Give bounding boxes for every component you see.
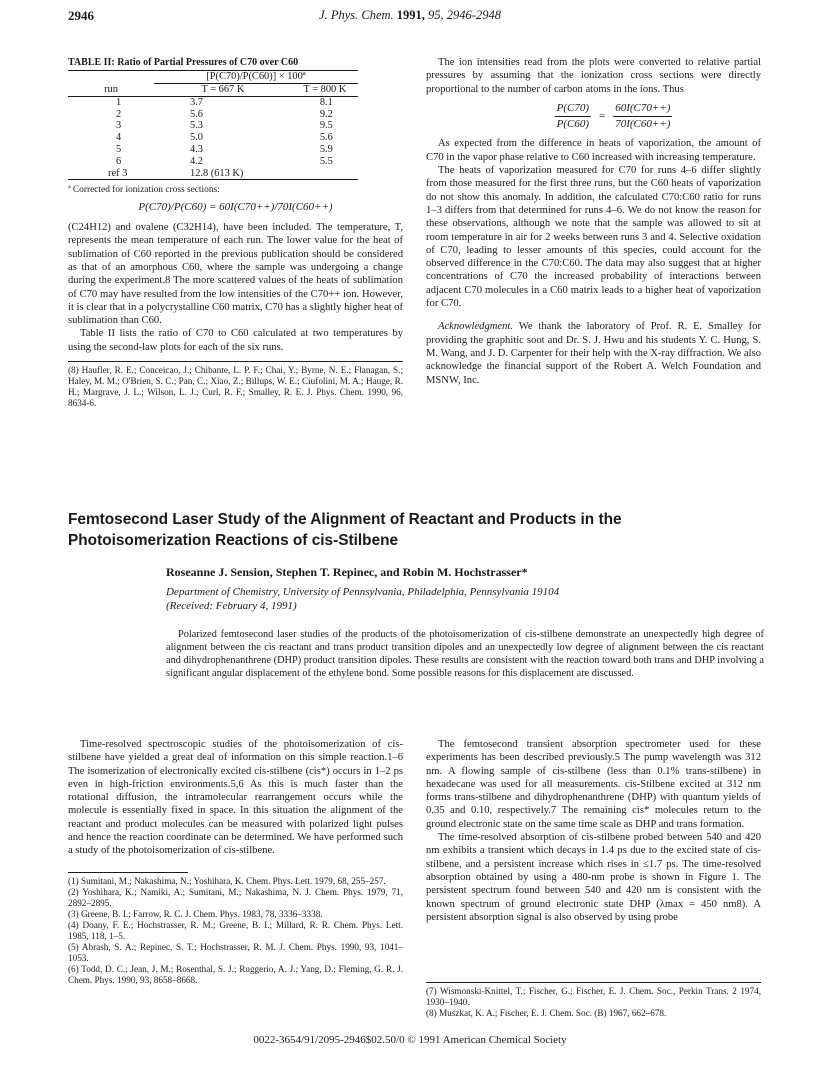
body-paragraph: The heats of vaporization measured for C70 for runs 4–6 differ slightly from those measured for the first three runs, but the C60 heats of vaporization do not show this anomaly. In addition, the calculated C70:C60 ratio for runs 1–3 differs from that determined for runs 4–6. We do not know the reason for these observations, although we note that the sample was allowed to sit at room temperature in air for 2 weeks between runs 3 and 4. Selective oxidation of C70, leading to lesser amounts of this species, could account for the observed difference in the C70:C60. The data may also suggest that at higher concentrations of C70 the increased probability of interactions between adjacent C70 molecules in a C60 matrix leads to a higher heat of vaporization for C70. [426,165,761,310]
body-paragraph: The ion intensities read from the plots were converted to relative partial pressures by assuming that the ionization cross sections were directly proportional to the number of carbon atoms in the ions. Thus [426,57,761,95]
body-paragraph: (C24H12) and ovalene (C32H14), have been included. The temperature, T, represents the mean temperature of each run. The lower value for the heat of sublimation of C60 reported in the previous publication should be considered as that of an amorphous C60, where the sample was undergoing a change during the experiment.8 The more scattered values of the heats of sublimation of C70 may have resulted from the low intensities of the C70++ ion. However, it is clear that in a polycrystalline C60 matrix, C70 has a slightly higher heat of sublimation than C60. [68,222,403,327]
ratio-table [68,70,358,180]
body-paragraph: As expected from the difference in heats of vaporization, the amount of C70 in the vapor phase relative to C60 increased with increasing temperature. [426,138,761,163]
body-paragraph: The time-resolved absorption of cis-stilbene probed between 540 and 420 nm exhibits a transient which decays in 1.4 ps due to the excited state of cis-stilbene, and a persistent increase which rises in ≤1.7 ps. The time-resolved absorption obtained by using a 480-nm probe is shown in Figure 1. The persistent spectrum found between 540 and 420 nm is consistent with the known spectrum of ground electronic state DHP (λmax = 450 nm8). A persistent absorption signal is also observed by using probe [426,832,761,923]
footnote-7: (7) Wismonski-Knittel, T.; Fischer, G.; Fischer, E. J. Chem. Soc., Perkin Trans. 2 1974, 1930–1940. [426,986,761,1007]
table-row: 4 5.0 5.6 [116,132,333,144]
footnote-8: (8) Haufler, R. E.; Conceicao, J.; Chibante, L. P. F.; Chai, Y.; Byrne, N. E.; Flanagan, S.; Haley, M. M.; O'Brien, S. C.; Pan, C.; Xiao, Z.; Billups, W. E.; Ciufolini, M. A.; Hauge, R. H.; Margrave, J. L.; Wilson, L. J.; Curl, R. F.; Smalley, R. E. J. Phys. Chem. 1990, 96, 8634-6. [68,365,403,409]
footnote-2: (2) Yoshihara, K.; Namiki, A.; Sumitani, M.; Nakashima, N. J. Chem. Phys. 1979, 71, 2892–2895. [68,886,403,908]
pressure-ratio-equation: $\frac{P(C70)}{P(C60)}$ = $\frac{60I(C70++)}{70I(C60++)}$ [556,101,671,131]
page-number: 2946 [68,8,94,23]
article-authors: Roseanne J. Sension, Stephen T. Repinec, and Robin M. Hochstrasser* [166,565,528,579]
table-row: 2 5.6 9.2 [116,108,333,120]
table-row: 3 5.3 9.5 [116,120,333,132]
table-equation: P(C70)/P(C60) = 60I(C70++)/70I(C60++) [138,200,333,213]
article-title: Femtosecond Laser Study of the Alignment of Reactant and Products in the Photoisomerization Reactions of cis-Stilbene [68,511,622,549]
footnote-5: (5) Abrash, S. A.; Repinec, S. T.; Hochstrasser, R. M. J. Chem. Phys. 1990, 93, 1041–1053. [68,941,403,963]
footnote-3: (3) Greene, B. I.; Farrow, R. C. J. Chem. Phys. 1983, 78, 3336–3338. [68,908,323,919]
table-span-header: [P(C70)/P(C60)] × 100ª [154,71,358,84]
footnote-8-ref: (8) Muszkat, K. A.; Fischer, E. J. Chem. Soc. (B) 1967, 662–678. [426,1008,667,1018]
left-column-bottom [68,738,403,986]
table-row: 6 4.2 5.5 [116,155,333,167]
journal-year: 1991, [396,8,425,22]
left-column-top [68,56,403,409]
footnote-divider [68,361,403,362]
right-footnotes [426,982,761,1019]
table-row: ref 3 12.8 (613 K) [68,168,358,180]
footnote-4: (4) Doany, F. E.; Hochstrasser, R. M.; Greene, B. I.; Millard, R. R. Chem. Phys. Lett. 1985, 118, 1–5. [68,919,403,941]
copyright-footer: 0022-3654/91/2095-2946$02.50/0 © 1991 American Chemical Society [253,1034,567,1046]
table-footnote: ª Corrected for ionization cross sections: [68,185,220,196]
table-row: 1 3.7 8.1 [116,96,333,108]
article-abstract: Polarized femtosecond laser studies of the products of the photoisomerization of cis-stilbene demonstrate an unexpectedly high degree of alignment between the cis reactant and trans product transition dipoles and an unexpectedly low degree of alignment between the cis reactant and dihydrophenanthrene (DHP) product transition dipoles. These results are consistent with the reaction toward both trans and DHP involving a significant angular displacement of the ethylene bond. Some possible reasons for this displacement are discussed. [166,629,764,679]
footnote-divider [426,982,761,983]
body-paragraph: Time-resolved spectroscopic studies of the photoisomerization of cis-stilbene have yielded a great deal of information on this simple reaction.1–6 The isomerization of electronically excited cis-stilbene (cis*) occurs in 1–2 ps even in high-friction environments.5,6 As this is much faster than the rotational diffusion, the intramolecular rearrangement occurs while the molecule is essentially fixed in space. In this situation the alignment of the reactant and product molecules can be measured with polarized light pulses and hence the reaction coordinate can be determined. We have performed such a study of the photoisomerization of cis-stilbene. [68,739,403,857]
right-column-bottom [426,738,761,924]
volume-pages: 95, 2946-2948 [428,8,501,22]
equation-lhs: $\frac{P(C70)}{P(C60)}$ [556,101,589,131]
col-header-667: T = 667 K [201,84,245,96]
equation-rhs: $\frac{60I(C70++)}{70I(C60++)}$ [615,101,671,131]
article-affiliation: Department of Chemistry, University of Pennsylvania, Philadelphia, Pennsylvania 19104 (Received: February 4, 1991) [166,586,560,612]
journal-name: J. Phys. Chem. [319,8,394,22]
received-date: (Received: February 4, 1991) [166,599,297,612]
col-header-800: T = 800 K [303,84,347,96]
footnote-6: (6) Todd, D. C.; Jean, J. M.; Rosenthal, S. J.; Ruggerio, A. J.; Yang, D.; Fleming, G. R. J. Chem. Phys. 1990, 93, 8658–8668. [68,963,403,985]
right-column-top [426,56,761,387]
table-row: 5 4.3 5.9 [116,144,333,156]
body-paragraph: The femtosecond transient absorption spectrometer used for these experiments has been described previously.5 The pump wavelength was 312 nm. A flowing sample of cis-stilbene (less than 0.1% trans-stilbene) in hexadecane was used for all measurements. cis-Stilbene excited at 312 nm forms trans-stilbene and dihydrophenanthrene (DHP) with quantum yields of 0.35 and 0.10, respectively.7 The remaining cis* molecules return to the ground electronic state on the same time scale as DHP and trans formation. [426,739,761,830]
footnote-divider [68,872,188,873]
body-paragraph: Table II lists the ratio of C70 to C60 calculated at two temperatures by using the second-law plots for each of the six runs. [68,328,403,353]
col-header-run: run [104,83,118,95]
table-title: TABLE II: Ratio of Partial Pressures of C70 over C60 [68,57,299,68]
acknowledgment: Acknowledgment. We thank the laboratory of Prof. R. E. Smalley for providing the graphitic soot and Dr. S. J. Hwu and his students Y. C. Hung, S. M. Wang, and J. D. Carpenter for their help with the X-ray diffraction. We also acknowledge the financial support of the Robert A. Welch Foundation and MSNW, Inc. [426,321,761,386]
footnote-1: (1) Sumitani, M.; Nakashima, N.; Yoshihara, K. Chem. Phys. Lett. 1979, 68, 255–257. [68,875,386,886]
running-header [0,8,820,23]
